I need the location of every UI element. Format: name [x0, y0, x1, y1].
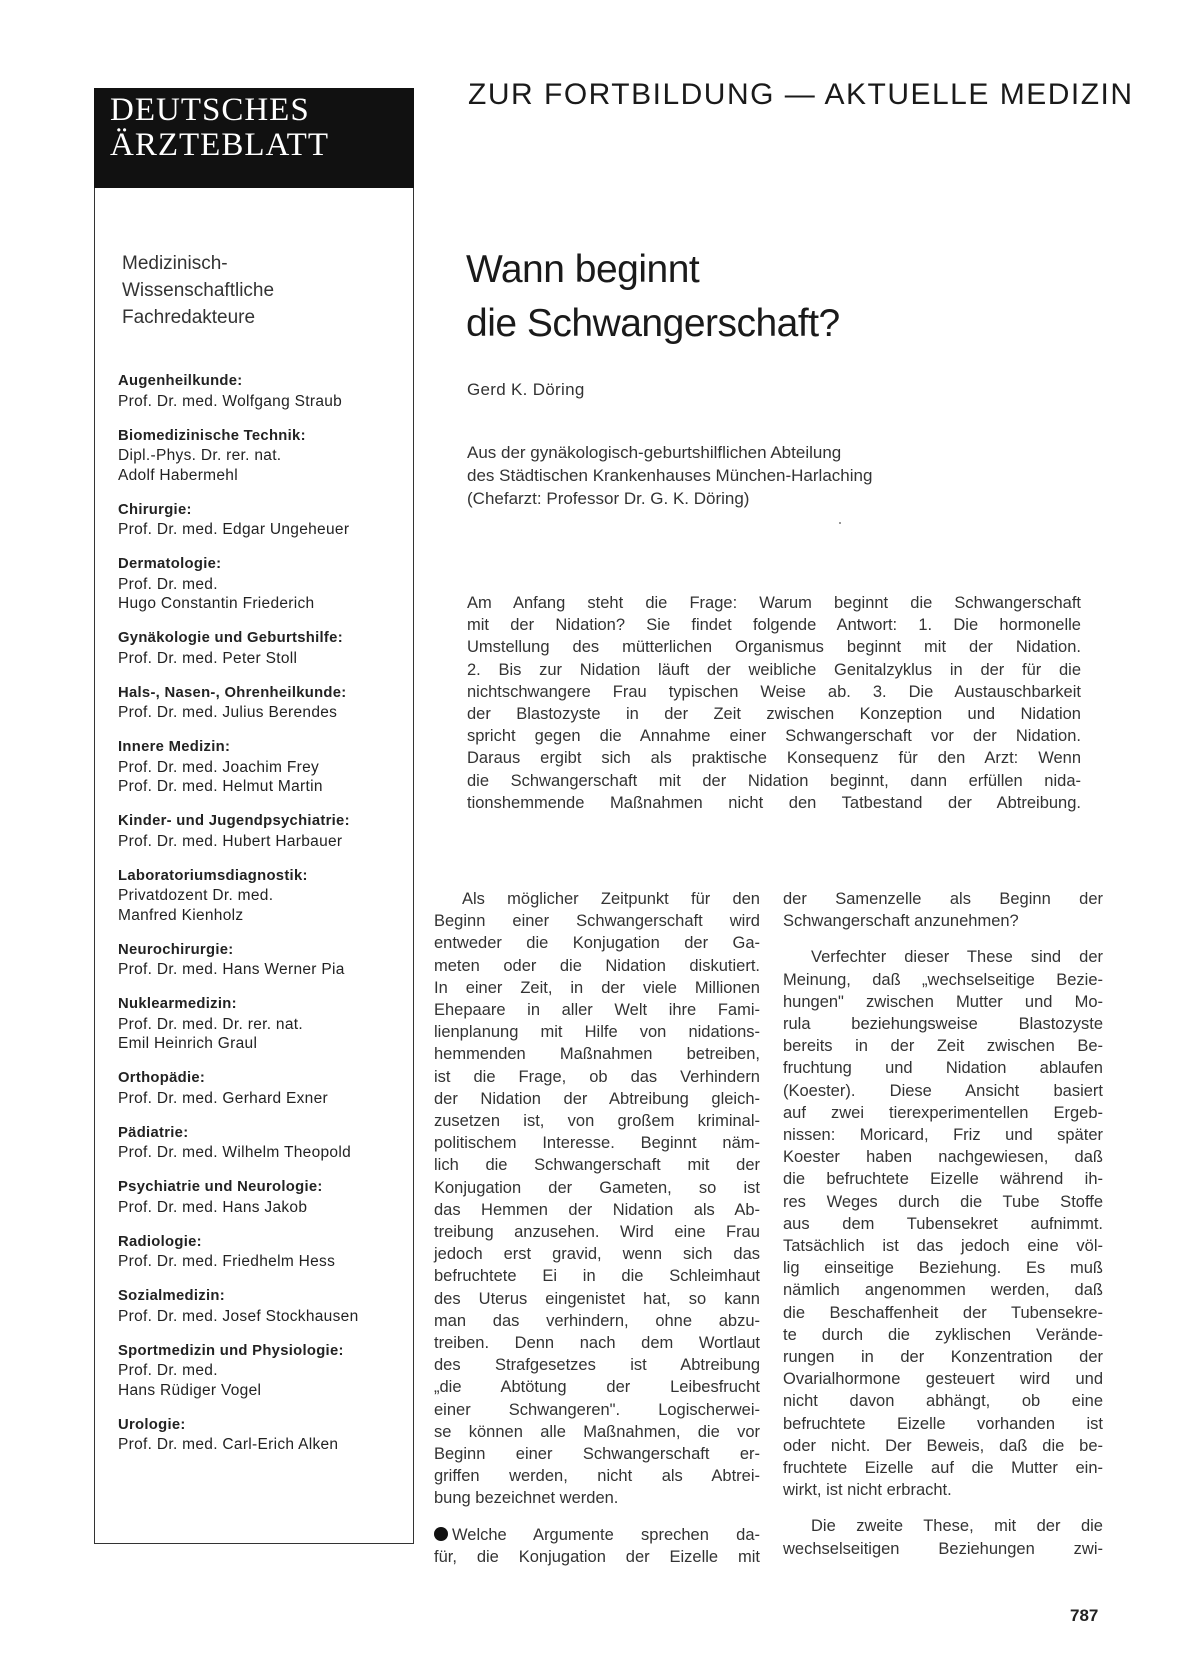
- editor-department: Biomedizinische Technik:: [118, 427, 306, 444]
- text-line: hungen" zwischen Mutter und Mo-: [783, 992, 1103, 1011]
- editor-name: Prof. Dr. med. Carl-Erich Alken: [118, 1436, 339, 1453]
- abstract-line: mit der Nidation? Sie findet folgende Antwort: 1. Die hormonelle: [467, 616, 1081, 635]
- print-speck: [839, 522, 841, 524]
- abstract-line: spricht gegen die Annahme einer Schwangerschaft vor der Nidation.: [467, 727, 1081, 746]
- masthead-line-2: ÄRZTEBLATT: [110, 127, 329, 163]
- text-line: für, die Konjugation der Eizelle mit: [434, 1547, 760, 1566]
- editor-department: Kinder- und Jugendpsychiatrie:: [118, 813, 350, 829]
- text-line: Als möglicher Zeitpunkt für den: [462, 890, 760, 908]
- text-line: griffen werden, nicht als Abtrei-: [434, 1467, 760, 1486]
- editor-entry: [118, 1178, 408, 1217]
- editor-entry: [118, 812, 408, 851]
- text-line: der Samenzelle als Beginn der: [783, 890, 1103, 908]
- editor-department: Augenheilkunde:: [118, 373, 243, 389]
- abstract-line: nichtschwangere Frau typischen Weise ab. 3. Die Austauschbarkeit: [467, 682, 1081, 701]
- text-line: hemmenden Maßnahmen betreiben,: [434, 1045, 760, 1064]
- editor-department: Pädiatrie:: [118, 1124, 189, 1141]
- article-abstract: [467, 592, 1081, 814]
- text-line: aus dem Tubensekret aufnimmt.: [783, 1214, 1103, 1233]
- abstract-line: der Blastozyste in der Zeit zwischen Konzeption und Nidation: [467, 705, 1081, 724]
- text-line: In einer Zeit, in der viele Millionen: [434, 978, 760, 997]
- editor-name: Prof. Dr. med. Hans Jakob: [118, 1198, 308, 1216]
- text-line: se können alle Maßnahmen, die vor: [434, 1422, 760, 1441]
- editors-title-line: Fachredakteure: [122, 307, 256, 328]
- editor-name: Prof. Dr. med. Wilhelm Theopold: [118, 1144, 351, 1161]
- editors-list: [118, 372, 408, 1470]
- text-line: das Hemmen der Nidation als Ab-: [434, 1200, 760, 1219]
- text-line: die Beschaffenheit der Tubensekre-: [783, 1303, 1103, 1322]
- text-line: Meinung, daß „wechselseitige Bezie-: [783, 970, 1103, 989]
- abstract-line: die Schwangerschaft mit der Nidation beginnt, dann erfüllen nida-: [467, 771, 1081, 790]
- editor-entry: [118, 867, 408, 926]
- editor-name: Prof. Dr. med. Hans Werner Pia: [118, 961, 345, 978]
- editor-name: Hugo Constantin Friederich: [118, 595, 315, 612]
- text-line: „die Abtötung der Leibesfrucht: [434, 1378, 760, 1397]
- editors-title: [122, 250, 274, 331]
- text-line: nämlich angenommen werden, daß: [783, 1281, 1103, 1300]
- editor-entry: [118, 941, 408, 980]
- affiliation-line: des Städtischen Krankenhauses München-Harlaching: [467, 466, 873, 485]
- article-title: [466, 243, 840, 351]
- editor-name: Prof. Dr. med. Dr. rer. nat.: [118, 1015, 303, 1033]
- editor-name: Privatdozent Dr. med.: [118, 887, 274, 904]
- abstract-line: Daraus ergibt sich als praktische Konsequenz für den Arzt: Wenn: [467, 749, 1081, 768]
- text-line: (Koester). Diese Ansicht basiert: [783, 1081, 1103, 1100]
- text-line: nicht davon abhängt, ob eine: [783, 1392, 1103, 1411]
- editor-entry: [118, 1287, 408, 1326]
- editor-entry: [118, 501, 408, 540]
- text-line: befruchtete Eizelle vorhanden ist: [783, 1414, 1103, 1433]
- text-line: die befruchtete Eizelle während ih-: [783, 1170, 1103, 1189]
- editor-name: Prof. Dr. med. Wolfgang Straub: [118, 392, 343, 410]
- editor-department: Radiologie:: [118, 1233, 202, 1250]
- journal-masthead: [94, 88, 414, 188]
- text-line: Welche Argumente sprechen da-: [452, 1525, 760, 1544]
- section-header: ZUR FORTBILDUNG — AKTUELLE MEDIZIN: [468, 78, 1134, 111]
- editor-name: Prof. Dr. med. Peter Stoll: [118, 649, 298, 667]
- editor-name: Prof. Dr. med.: [118, 575, 218, 593]
- editor-name: Emil Heinrich Graul: [118, 1035, 258, 1052]
- editor-name: Prof. Dr. med. Gerhard Exner: [118, 1089, 328, 1107]
- editor-name: Prof. Dr. med. Edgar Ungeheuer: [118, 521, 350, 538]
- text-line: treibung anzusehen. Wird eine Frau: [434, 1223, 760, 1242]
- text-line: lich die Schwangerschaft mit der: [434, 1156, 760, 1175]
- text-line: Koester haben nachgewiesen, daß: [783, 1148, 1103, 1167]
- body-paragraph-question: [434, 1524, 760, 1568]
- editor-department: Psychiatrie und Neurologie:: [118, 1179, 323, 1195]
- editor-department: Chirurgie:: [118, 501, 192, 518]
- text-line: Schwangerschaft anzunehmen?: [783, 912, 1019, 931]
- text-line: Die zweite These, mit der die: [811, 1517, 1103, 1536]
- affiliation-line: (Chefarzt: Professor Dr. G. K. Döring): [467, 489, 750, 508]
- text-line: [434, 1524, 760, 1546]
- text-line: Verfechter dieser These sind der: [811, 948, 1103, 967]
- affiliation-line: Aus der gynäkologisch-geburtshilflichen Abteilung: [467, 443, 842, 462]
- editor-entry: [118, 684, 408, 723]
- abstract-line: Umstellung des mütterlichen Organismus beginnt mit der Nidation.: [467, 638, 1081, 657]
- editors-title-line: Wissenschaftliche: [122, 280, 275, 301]
- editor-name: Prof. Dr. med. Friedhelm Hess: [118, 1253, 336, 1270]
- editor-name: Dipl.-Phys. Dr. rer. nat.: [118, 447, 282, 464]
- text-line: entweder die Konjugation der Ga-: [434, 934, 760, 953]
- editor-department: Laboratoriumsdiagnostik:: [118, 867, 308, 884]
- masthead-line-1: DEUTSCHES: [110, 92, 310, 128]
- text-line: Beginn einer Schwangerschaft wird: [434, 912, 760, 931]
- editor-name: Prof. Dr. med. Josef Stockhausen: [118, 1307, 359, 1325]
- editor-entry: [118, 427, 408, 486]
- text-line: des Strafgesetzes ist Abtreibung: [434, 1356, 760, 1375]
- article-title-line: Wann beginnt: [466, 248, 700, 291]
- editor-name: Prof. Dr. med. Helmut Martin: [118, 778, 323, 795]
- editor-department: Dermatologie:: [118, 556, 222, 572]
- text-line: te durch die zyklischen Verände-: [783, 1325, 1103, 1344]
- article-title-line: die Schwangerschaft?: [466, 302, 840, 345]
- text-line: oder nicht. Der Beweis, daß die be-: [783, 1436, 1103, 1455]
- text-line: einer Schwangeren". Logischerwei-: [434, 1400, 760, 1419]
- text-line: treiben. Denn nach dem Wortlaut: [434, 1334, 760, 1353]
- text-line: Konjugation der Gameten, so ist: [434, 1178, 760, 1197]
- article-author: Gerd K. Döring: [467, 380, 585, 399]
- editor-entry: [118, 1416, 408, 1455]
- editor-entry: [118, 1342, 408, 1401]
- editor-entry: [118, 629, 408, 668]
- editor-entry: [118, 1069, 408, 1108]
- editor-name: Hans Rüdiger Vogel: [118, 1381, 262, 1399]
- text-line: Beginn einer Schwangerschaft er-: [434, 1445, 760, 1464]
- editor-name: Adolf Habermehl: [118, 466, 238, 484]
- text-line: fruchtete Eizelle auf die Mutter ein-: [783, 1459, 1103, 1478]
- editor-department: Nuklearmedizin:: [118, 996, 237, 1012]
- editor-name: Prof. Dr. med. Hubert Harbauer: [118, 832, 343, 850]
- text-line: jedoch erst gravid, wenn sich das: [434, 1245, 760, 1264]
- article-affiliation: [467, 441, 872, 510]
- text-line: lig einseitige Beziehung. Es muß: [783, 1259, 1103, 1278]
- text-line: wirkt, ist nicht erbracht.: [783, 1481, 952, 1500]
- text-line: res Weges durch die Tube Stoffe: [783, 1192, 1103, 1211]
- editor-name: Manfred Kienholz: [118, 906, 244, 924]
- text-line: bung bezeichnet werden.: [434, 1489, 619, 1508]
- body-column-2: [783, 888, 1103, 1560]
- editor-entry: [118, 555, 408, 614]
- text-line: man das verhindern, ohne abzu-: [434, 1311, 760, 1330]
- editor-department: Hals-, Nasen-, Ohrenheilkunde:: [118, 684, 347, 701]
- editor-name: Prof. Dr. med. Julius Berendes: [118, 704, 338, 721]
- body-paragraph: [434, 888, 760, 1510]
- editor-department: Neurochirurgie:: [118, 941, 234, 958]
- text-line: wechselseitigen Beziehungen zwi-: [783, 1539, 1103, 1558]
- text-line: lienplanung mit Hilfe von nidations-: [434, 1023, 760, 1042]
- editors-title-line: Medizinisch-: [122, 253, 228, 274]
- editor-entry: [118, 372, 408, 411]
- editor-entry: [118, 738, 408, 797]
- body-paragraph: [783, 946, 1103, 1501]
- abstract-line: tionshemmende Maßnahmen nicht den Tatbestand der Abtreibung.: [467, 793, 1081, 812]
- text-line: nissen: Moricard, Friz und später: [783, 1126, 1103, 1145]
- bullet-icon: [434, 1527, 448, 1541]
- text-line: der Nidation der Abtreibung gleich-: [434, 1089, 760, 1108]
- body-paragraph: [783, 1515, 1103, 1559]
- text-line: rula beziehungsweise Blastozyste: [783, 1015, 1103, 1034]
- editor-entry: [118, 1124, 408, 1163]
- editor-department: Sozialmedizin:: [118, 1288, 225, 1304]
- text-line: auf zwei tierexperimentellen Ergeb-: [783, 1103, 1103, 1122]
- text-line: bereits in der Zeit zwischen Be-: [783, 1037, 1103, 1056]
- text-line: ist die Frage, ob das Verhindern: [434, 1067, 760, 1086]
- editor-department: Urologie:: [118, 1416, 186, 1433]
- text-line: Ehepaare in aller Welt ihre Fami-: [434, 1001, 760, 1020]
- text-line: rungen in der Konzentration der: [783, 1348, 1103, 1367]
- body-paragraph: [783, 888, 1103, 932]
- editor-name: Prof. Dr. med.: [118, 1362, 218, 1379]
- abstract-line: 2. Bis zur Nidation läuft der weibliche Genitalzyklus in der für die: [467, 660, 1081, 679]
- text-line: des Uterus eingenistet hat, so kann: [434, 1289, 760, 1308]
- text-line: fruchtung und Nidation ablaufen: [783, 1059, 1103, 1078]
- text-line: Tatsächlich ist das jedoch eine völ-: [783, 1237, 1103, 1256]
- editor-name: Prof. Dr. med. Joachim Frey: [118, 758, 320, 776]
- abstract-line: Am Anfang steht die Frage: Warum beginnt die Schwangerschaft: [467, 594, 1081, 612]
- editor-department: Sportmedizin und Physiologie:: [118, 1342, 344, 1359]
- page-number: 787: [1070, 1606, 1099, 1625]
- body-column-1: [434, 888, 760, 1568]
- editor-department: Innere Medizin:: [118, 739, 231, 755]
- text-line: politischem Interesse. Beginnt näm-: [434, 1134, 760, 1153]
- editor-department: Orthopädie:: [118, 1070, 206, 1086]
- text-line: meten oder die Nidation diskutiert.: [434, 956, 760, 975]
- text-line: zusetzen ist, von großem kriminal-: [434, 1112, 760, 1131]
- text-line: Ovarialhormone gesteuert wird und: [783, 1370, 1103, 1389]
- text-line: befruchtete Ei in die Schleimhaut: [434, 1267, 760, 1286]
- editor-entry: [118, 995, 408, 1054]
- editor-department: Gynäkologie und Geburtshilfe:: [118, 630, 343, 646]
- editor-entry: [118, 1233, 408, 1272]
